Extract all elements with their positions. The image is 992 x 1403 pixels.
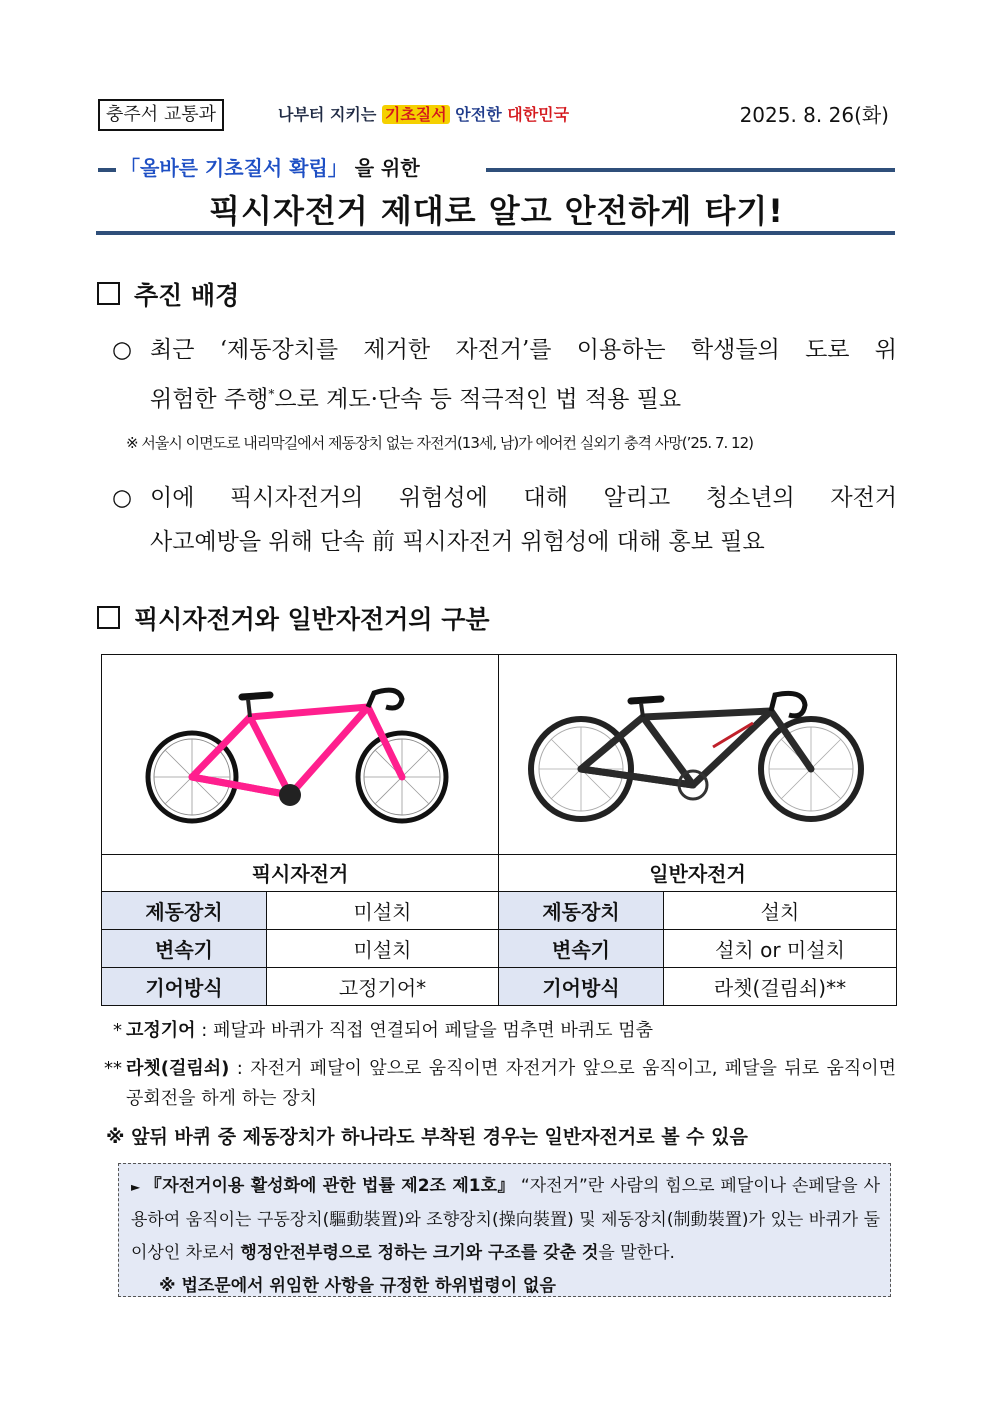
- subtitle-bar-right: [486, 168, 895, 172]
- subtitle-row: [98, 152, 895, 184]
- paragraph-1-line-a: 최근 ‘제동장치를 제거한 자전거’를 이용하는 학생들의 도로 위: [150, 337, 897, 363]
- subtitle: [120, 152, 420, 181]
- slogan-part-1: 나부터 지키는: [278, 105, 382, 124]
- footnote-2: [96, 1054, 896, 1114]
- date: 2025. 8. 26(화): [739, 103, 889, 127]
- regular-bike-icon: [513, 677, 883, 827]
- subtitle-rest: 을 위한: [347, 156, 420, 180]
- footnote-1-term: 고정기어: [126, 1020, 196, 1041]
- footnote-2-term: 라쳇(걸림쇠): [126, 1058, 230, 1079]
- regular-label-brake: 제동장치: [499, 891, 664, 929]
- fixie-label-gearshift: 변속기: [102, 929, 267, 967]
- bullet-circle-icon: ○: [112, 485, 133, 511]
- footnote-2-text: : 자전거 페달이 앞으로 움직이면 자전거가 앞으로 움직이고, 페달을 뒤로 움직이면 공회전을 하게 하는 장치: [126, 1058, 896, 1109]
- department-label: 충주서 교통과: [98, 99, 224, 131]
- regular-title: 일반자전거: [499, 854, 897, 891]
- fixie-label-gear-type: 기어방식: [102, 967, 267, 1005]
- fixie-bike-image-cell: [102, 655, 499, 855]
- paragraph-2-line-b: 사고예방을 위해 단속 前 픽시자전거 위험성에 대해 홍보 필요: [150, 529, 765, 555]
- slogan-part-2: 기초질서: [382, 105, 450, 124]
- brake-notice: ※ 앞뒤 바퀴 중 제동장치가 하나라도 부착된 경우는 일반자전거로 볼 수 있음: [106, 1126, 748, 1148]
- law-sub-note: ※ 법조문에서 위임한 사항을 규정한 하위법령이 없음: [159, 1276, 556, 1296]
- regular-bike-image-cell: [499, 655, 897, 855]
- fixie-bike-icon: [130, 677, 470, 827]
- regular-label-gear-type: 기어방식: [499, 967, 664, 1005]
- regular-value-gearshift: 설치 or 미설치: [664, 929, 897, 967]
- law-box: [118, 1163, 891, 1297]
- footnote-1-mark: *: [113, 1020, 122, 1041]
- subtitle-bar-left: [98, 168, 116, 172]
- title-divider: [96, 231, 895, 235]
- law-text-1: “자전거”란 사람의 힘으로 페달이나 손페달을 사용하여 움직이는 구동장치(驅動裝置)와 조향장치(操向裝置) 및 제동장치(制動裝置)가 있는 바퀴가 둘 이상인 차로서: [131, 1176, 880, 1263]
- page-title: 픽시자전거 제대로 알고 안전하게 타기!: [209, 192, 784, 230]
- case-note: ※ 서울시 이면도로 내리막길에서 제동장치 없는 자전거(13세, 남)가 에어컨 실외기 충격 사망(’25. 7. 12): [126, 434, 753, 452]
- slogan-part-3: 안전한: [449, 105, 508, 124]
- fixie-value-gearshift: 미설치: [267, 929, 499, 967]
- checkbox-square-icon: [97, 606, 120, 629]
- footnote-ref: *: [268, 387, 275, 401]
- footnote-1: [96, 1016, 896, 1046]
- section-2-heading: [97, 600, 490, 636]
- fixie-value-gear-type: 고정기어*: [267, 967, 499, 1005]
- paragraph-2-line-a: 이에 픽시자전거의 위험성에 대해 알리고 청소년의 자전거: [150, 485, 897, 511]
- paragraph-1-line-c: 으로 계도·단속 등 적극적인 법 적용 필요: [274, 386, 682, 413]
- slogan-part-4: 대한민국: [507, 105, 570, 124]
- subtitle-highlight: 「올바른 기초질서 확립」: [120, 156, 348, 180]
- footnote-2-mark: **: [104, 1058, 122, 1079]
- bullet-circle-icon: ○: [112, 337, 133, 363]
- law-bold-text: 행정안전부령으로 정하는 크기와 구조를 갖춘 것: [240, 1243, 599, 1263]
- fixie-value-brake: 미설치: [267, 891, 499, 929]
- comparison-table: [101, 654, 897, 1006]
- fixie-title: 픽시자전거: [102, 854, 499, 891]
- section-1-heading: [97, 276, 239, 312]
- paragraph-1-line-b: 위험한 주행: [150, 386, 269, 413]
- checkbox-square-icon: [97, 282, 120, 305]
- section-2-title: 픽시자전거와 일반자전거의 구분: [134, 605, 490, 634]
- header: [98, 99, 893, 131]
- law-text-2: 을 말한다.: [598, 1243, 675, 1263]
- regular-value-brake: 설치: [664, 891, 897, 929]
- section-1-title: 추진 배경: [134, 281, 240, 310]
- law-title: 『자전거이용 활성화에 관한 법률 제2조 제1호』: [144, 1176, 516, 1196]
- regular-label-gearshift: 변속기: [499, 929, 664, 967]
- paragraph-2: [112, 476, 897, 564]
- paragraph-1: [112, 328, 897, 422]
- slogan: [278, 102, 569, 125]
- fixie-label-brake: 제동장치: [102, 891, 267, 929]
- regular-value-gear-type: 라쳇(걸림쇠)**: [664, 967, 897, 1005]
- arrow-right-icon: ►: [131, 1180, 141, 1194]
- footnote-1-text: : 페달과 바퀴가 직접 연결되어 페달을 멈추면 바퀴도 멈춤: [195, 1020, 654, 1041]
